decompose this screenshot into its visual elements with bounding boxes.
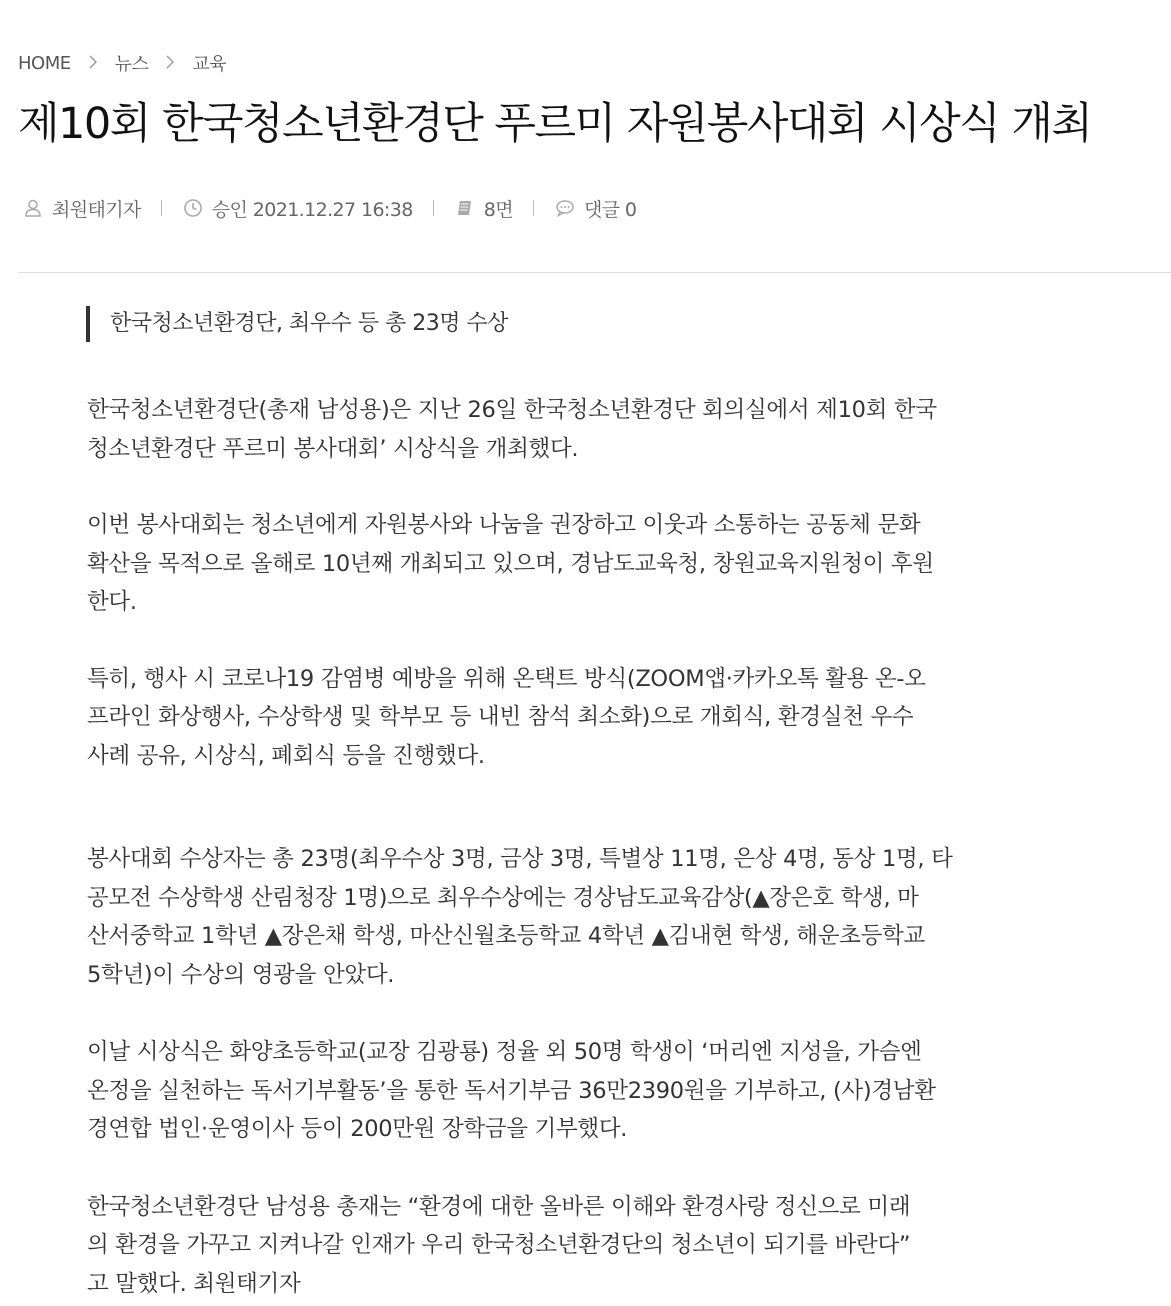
article-paragraph [87,660,1097,776]
paragraph-line: 프라인 화상행사, 수상학생 및 학부모 등 내빈 참석 최소화)으로 개회식, 환경실천 우수 [87,704,914,730]
article-title: 제10회 한국청소년환경단 푸르미 자원봉사대회 시상식 개최 [18,99,1092,149]
article-paragraph [87,506,1097,622]
paragraph-line: 이날 시상식은 화양초등학교(교장 김광룡) 정율 외 50명 학생이 ‘머리엔 지성을, 가슴엔 [87,1039,922,1065]
article-subhead: 한국청소년환경단, 최우수 등 총 23명 수상 [86,306,508,342]
breadcrumb-education-link[interactable]: 교육 [192,54,227,75]
paragraph-line: 경연합 법인·운영이사 등이 200만원 장학금을 기부했다. [87,1116,628,1142]
paragraph-line: 한국청소년환경단(총재 남성용)은 지난 26일 한국청소년환경단 회의실에서 제10회 한국 [87,397,937,423]
paragraph-line: 확산을 목적으로 올해로 10년째 개최되고 있으며, 경남도교육청, 창원교육지원청이 후원 [87,550,934,577]
paragraph-line: 공모전 수상학생 산림청장 1명)으로 최우수상에는 경상남도교육감상(▲장은호 학생, 마 [87,884,919,911]
paragraph-line: 한국청소년환경단 남성용 총재는 “환경에 대한 올바른 이해와 환경사랑 정신으로 미래 [87,1193,911,1220]
meta-approved [182,195,413,222]
meta-page [454,195,513,222]
paragraph-line: 한다. [87,589,137,615]
meta-comments[interactable] [554,195,636,222]
paragraph-line: 특히, 행사 시 코로나19 감염병 예방을 위해 온택트 방식(ZOOM앱·카카오톡 활용 온-오 [87,665,926,692]
article-paragraph [87,840,1097,994]
paragraph-line: 산서중학교 1학년 ▲장은채 학생, 마산신월초등학교 4학년 ▲김내현 학생, 해운초등학교 [87,923,925,949]
paragraph-line: 고 말했다. 최원태기자 [87,1270,301,1297]
author-name: 최원태기자 [52,198,141,221]
article-paragraph [87,1188,1097,1304]
chevron-right-icon [81,53,105,74]
article-meta [22,192,636,224]
comment-count: 댓글 0 [583,198,637,221]
meta-divider [533,200,534,216]
paragraph-line: 청소년환경단 푸르미 봉사대회’ 시상식을 개최했다. [87,435,579,462]
paragraph-line: 이번 봉사대회는 청소년에게 자원봉사와 나눔을 권장하고 이웃과 소통하는 공동체 문화 [87,512,921,538]
paragraph-line: 봉사대회 수상자는 총 23명(최우수상 3명, 금상 3명, 특별상 11명, 은상 4명, 동상 1명, 타 [87,846,953,872]
article-body [87,391,1097,1303]
article-paragraph [87,391,1097,468]
approved-datetime: 승인 2021.12.27 16:38 [211,198,413,221]
article-paragraph [87,1033,1097,1149]
clock-icon [182,197,204,219]
header-divider [18,272,1171,273]
comment-icon [554,197,576,219]
paragraph-line: 5학년)이 수상의 영광을 안았다. [87,961,395,988]
paragraph-line: 사례 공유, 시상식, 폐회식 등을 진행했다. [87,742,485,769]
chevron-right-icon [158,53,182,74]
meta-divider [161,200,162,216]
page-number: 8면 [483,198,513,221]
meta-author [22,195,141,222]
book-icon [454,197,476,219]
breadcrumb-news-link[interactable]: 뉴스 [114,54,149,75]
paragraph-line: 의 환경을 가꾸고 지켜나갈 인재가 우리 한국청소년환경단의 청소년이 되기를 바란다” [87,1232,911,1258]
breadcrumb-home-link[interactable]: HOME [18,52,71,74]
meta-divider [433,200,434,216]
breadcrumb [18,50,226,76]
paragraph-line: 온정을 실천하는 독서기부활동’을 통한 독서기부금 36만2390원을 기부하고, (사)경남환 [87,1077,936,1104]
person-icon [22,197,44,219]
